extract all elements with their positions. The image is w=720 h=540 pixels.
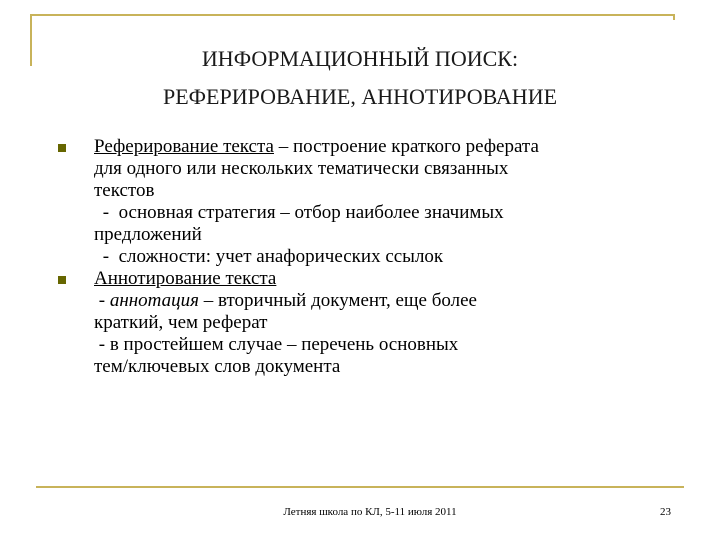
bullet-2-line-1: краткий, чем реферат bbox=[94, 312, 268, 333]
bullet-2-line-3: тем/ключевых слов документа bbox=[94, 356, 341, 377]
bullet-2-line-2: - в простейшем случае – перечень основных bbox=[94, 334, 459, 355]
bullet-1-heading: Реферирование текста bbox=[94, 136, 274, 157]
bullet-2-heading-line bbox=[94, 268, 658, 290]
slide-title bbox=[40, 40, 680, 116]
bullet-2-sub-1 bbox=[94, 290, 658, 312]
bullet-1-line-3: - основная стратегия – отбор наиболее значимых bbox=[98, 202, 504, 223]
page-number: 23 bbox=[660, 506, 671, 518]
bullet-2-sub-1-rest: – вторичный документ, еще более bbox=[198, 290, 477, 311]
square-bullet-icon bbox=[58, 276, 66, 284]
bullet-2-sub-1-italic: аннотация bbox=[109, 290, 199, 311]
title-line-1: ИНФОРМАЦИОННЫЙ ПОИСК: bbox=[201, 46, 519, 71]
bullet-item-annotating bbox=[58, 268, 658, 378]
bullet-1-heading-rest: – построение краткого реферата bbox=[273, 136, 539, 157]
footer-text: Летняя школа по КЛ, 5-11 июля 2011 bbox=[283, 506, 457, 518]
bullet-item-referencing bbox=[58, 136, 658, 268]
bullet-2-heading: Аннотирование текста bbox=[94, 268, 277, 289]
bullet-2-sub-1-prefix: - bbox=[94, 290, 110, 311]
slide-body bbox=[58, 136, 658, 378]
bullet-1-line-5: - сложности: учет анафорических ссылок bbox=[98, 246, 444, 267]
frame-left-line bbox=[30, 14, 32, 66]
square-bullet-icon bbox=[58, 144, 66, 152]
bullet-1-line-4: предложений bbox=[94, 224, 202, 245]
frame-right-line bbox=[673, 14, 675, 20]
bullet-1-heading-line bbox=[94, 136, 658, 158]
frame-bottom-line bbox=[36, 486, 684, 488]
title-line-2: РЕФЕРИРОВАНИЕ, АННОТИРОВАНИЕ bbox=[162, 84, 558, 109]
frame-top-line bbox=[30, 14, 675, 16]
bullet-1-line-1: для одного или нескольких тематически связанных bbox=[94, 158, 509, 179]
bullet-1-line-2: текстов bbox=[94, 180, 155, 201]
